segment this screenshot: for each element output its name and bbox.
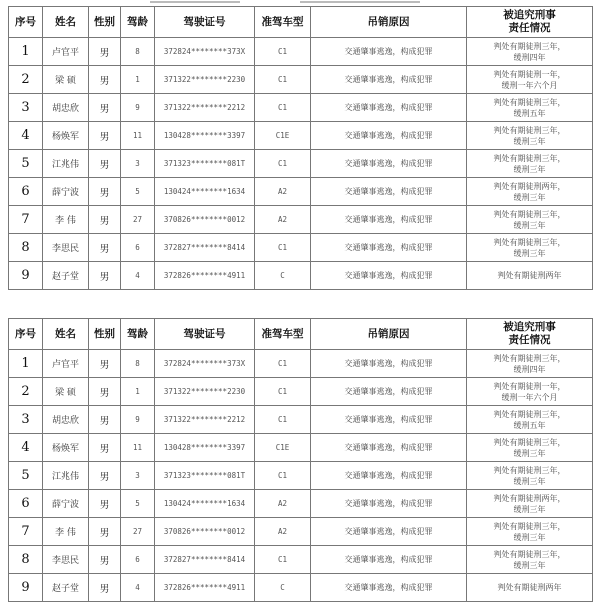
revocation-table <box>8 6 593 290</box>
header-name: 姓名 <box>43 319 89 350</box>
cell-gender: 男 <box>89 490 121 518</box>
cell-gender: 男 <box>89 462 121 490</box>
cell-license-no: 371322********2212 <box>155 94 255 122</box>
penalty-line: 缓刑三年 <box>513 192 546 202</box>
cell-index: 9 <box>9 262 43 290</box>
penalty-line: 缓刑三年 <box>513 136 546 146</box>
cell-vehicle-class: C1 <box>255 378 311 406</box>
cell-gender: 男 <box>89 122 121 150</box>
table-row <box>9 178 593 206</box>
penalty-line: 判处有期徒刑三年， <box>493 353 566 363</box>
cell-license-no: 371322********2212 <box>155 406 255 434</box>
cell-index: 9 <box>9 574 43 602</box>
table-row <box>9 518 593 546</box>
header-penalty <box>467 7 593 38</box>
cell-vehicle-class: C1 <box>255 94 311 122</box>
cell-index: 6 <box>9 178 43 206</box>
cell-vehicle-class: C1 <box>255 546 311 574</box>
penalty-line: 判处有期徒刑三年， <box>493 437 566 447</box>
cell-driving-years: 3 <box>121 150 155 178</box>
cell-gender: 男 <box>89 406 121 434</box>
header-license-no: 驾驶证号 <box>155 319 255 350</box>
cell-reason: 交通肇事逃逸，构成犯罪 <box>311 518 467 546</box>
cell-index: 2 <box>9 378 43 406</box>
cell-penalty <box>467 206 593 234</box>
cell-vehicle-class: A2 <box>255 518 311 546</box>
cropped-text-fragment <box>300 1 420 3</box>
header-penalty <box>467 319 593 350</box>
penalty-line: 缓刑三年 <box>513 504 546 514</box>
cell-gender: 男 <box>89 378 121 406</box>
cell-name: 薛宁波 <box>43 490 89 518</box>
table-row <box>9 234 593 262</box>
cell-vehicle-class: C1 <box>255 150 311 178</box>
cell-reason: 交通肇事逃逸，构成犯罪 <box>311 490 467 518</box>
revocation-table <box>8 318 593 602</box>
cell-driving-years: 1 <box>121 66 155 94</box>
cell-driving-years: 27 <box>121 206 155 234</box>
table-row <box>9 574 593 602</box>
cell-license-no: 372824********373X <box>155 38 255 66</box>
cell-penalty <box>467 490 593 518</box>
header-vehicle-class: 准驾车型 <box>255 7 311 38</box>
penalty-line: 缓刑四年 <box>513 52 546 62</box>
cell-vehicle-class: C1 <box>255 462 311 490</box>
penalty-line: 判处有期徒刑三年， <box>493 209 566 219</box>
header-vehicle-class: 准驾车型 <box>255 319 311 350</box>
cell-license-no: 130424********1634 <box>155 178 255 206</box>
table-row <box>9 462 593 490</box>
cell-reason: 交通肇事逃逸，构成犯罪 <box>311 350 467 378</box>
cell-driving-years: 11 <box>121 122 155 150</box>
header-revocation-reason: 吊销原因 <box>311 319 467 350</box>
penalty-line: 判处有期徒刑三年， <box>493 153 566 163</box>
cell-index: 3 <box>9 406 43 434</box>
cell-driving-years: 8 <box>121 350 155 378</box>
cell-driving-years: 1 <box>121 378 155 406</box>
penalty-line: 判处有期徒刑两年 <box>497 583 562 592</box>
table-row <box>9 490 593 518</box>
cell-reason: 交通肇事逃逸，构成犯罪 <box>311 378 467 406</box>
penalty-line: 判处有期徒刑三年， <box>493 465 566 475</box>
cell-reason: 交通肇事逃逸，构成犯罪 <box>311 574 467 602</box>
table-row <box>9 434 593 462</box>
cell-gender: 男 <box>89 574 121 602</box>
cell-gender: 男 <box>89 66 121 94</box>
cell-driving-years: 3 <box>121 462 155 490</box>
cell-index: 5 <box>9 150 43 178</box>
penalty-line: 缓刑三年 <box>513 476 546 486</box>
penalty-line: 判处有期徒刑三年， <box>493 549 566 559</box>
record-table-upper <box>8 6 592 290</box>
table-row <box>9 206 593 234</box>
cell-name: 李思民 <box>43 234 89 262</box>
cell-penalty <box>467 546 593 574</box>
penalty-line: 缓刑一年六个月 <box>501 392 558 402</box>
cell-reason: 交通肇事逃逸，构成犯罪 <box>311 150 467 178</box>
penalty-line: 缓刑五年 <box>513 108 546 118</box>
cell-vehicle-class: A2 <box>255 490 311 518</box>
header-index: 序号 <box>9 7 43 38</box>
cell-penalty <box>467 434 593 462</box>
header-index: 序号 <box>9 319 43 350</box>
penalty-line: 判处有期徒刑三年， <box>493 41 566 51</box>
cell-index: 7 <box>9 518 43 546</box>
cell-penalty <box>467 94 593 122</box>
penalty-line: 判处有期徒刑两年， <box>493 181 566 191</box>
cell-gender: 男 <box>89 350 121 378</box>
cell-gender: 男 <box>89 150 121 178</box>
cell-gender: 男 <box>89 434 121 462</box>
cell-index: 7 <box>9 206 43 234</box>
cell-license-no: 130428********3397 <box>155 434 255 462</box>
cell-reason: 交通肇事逃逸，构成犯罪 <box>311 406 467 434</box>
cell-gender: 男 <box>89 262 121 290</box>
cell-name: 胡忠欣 <box>43 94 89 122</box>
cell-reason: 交通肇事逃逸，构成犯罪 <box>311 546 467 574</box>
header-license-no: 驾驶证号 <box>155 7 255 38</box>
cell-penalty <box>467 262 593 290</box>
cell-name: 李 伟 <box>43 206 89 234</box>
cell-name: 江兆伟 <box>43 462 89 490</box>
cell-driving-years: 9 <box>121 406 155 434</box>
cell-license-no: 130424********1634 <box>155 490 255 518</box>
cell-reason: 交通肇事逃逸，构成犯罪 <box>311 38 467 66</box>
cell-name: 梁 硕 <box>43 66 89 94</box>
cell-license-no: 372824********373X <box>155 350 255 378</box>
header-penalty-line1: 被追究刑事 <box>503 321 556 333</box>
cell-license-no: 372826********4911 <box>155 574 255 602</box>
table-row <box>9 94 593 122</box>
cell-name: 薛宁波 <box>43 178 89 206</box>
cell-license-no: 371322********2230 <box>155 66 255 94</box>
cell-license-no: 370826********0012 <box>155 206 255 234</box>
table-row <box>9 262 593 290</box>
cell-driving-years: 6 <box>121 234 155 262</box>
cell-penalty <box>467 518 593 546</box>
cell-penalty <box>467 406 593 434</box>
cell-penalty <box>467 122 593 150</box>
cropped-text-fragment <box>150 1 240 3</box>
header-gender: 性别 <box>89 319 121 350</box>
cell-name: 卢官平 <box>43 38 89 66</box>
cell-vehicle-class: A2 <box>255 178 311 206</box>
table-row <box>9 378 593 406</box>
header-row <box>9 7 593 38</box>
cell-vehicle-class: A2 <box>255 206 311 234</box>
cell-gender: 男 <box>89 206 121 234</box>
header-driving-years: 驾龄 <box>121 319 155 350</box>
cell-license-no: 371323********081T <box>155 462 255 490</box>
cell-index: 2 <box>9 66 43 94</box>
penalty-line: 判处有期徒刑三年， <box>493 125 566 135</box>
cell-vehicle-class: C1 <box>255 38 311 66</box>
cell-index: 5 <box>9 462 43 490</box>
cell-license-no: 130428********3397 <box>155 122 255 150</box>
cell-penalty <box>467 350 593 378</box>
cell-driving-years: 5 <box>121 178 155 206</box>
table-row <box>9 350 593 378</box>
cell-index: 8 <box>9 234 43 262</box>
cell-gender: 男 <box>89 234 121 262</box>
penalty-line: 缓刑三年 <box>513 532 546 542</box>
cell-vehicle-class: C <box>255 574 311 602</box>
penalty-line: 缓刑三年 <box>513 164 546 174</box>
penalty-line: 判处有期徒刑一年， <box>493 381 566 391</box>
cell-gender: 男 <box>89 38 121 66</box>
cell-index: 8 <box>9 546 43 574</box>
table-row <box>9 38 593 66</box>
cell-license-no: 372826********4911 <box>155 262 255 290</box>
cell-license-no: 372827********8414 <box>155 234 255 262</box>
cell-driving-years: 27 <box>121 518 155 546</box>
table-row <box>9 150 593 178</box>
cell-gender: 男 <box>89 94 121 122</box>
cell-index: 1 <box>9 38 43 66</box>
cell-driving-years: 9 <box>121 94 155 122</box>
penalty-line: 缓刑一年六个月 <box>501 80 558 90</box>
cell-driving-years: 11 <box>121 434 155 462</box>
cell-vehicle-class: C <box>255 262 311 290</box>
cell-vehicle-class: C1E <box>255 122 311 150</box>
cell-name: 杨焕军 <box>43 434 89 462</box>
cell-driving-years: 8 <box>121 38 155 66</box>
cell-reason: 交通肇事逃逸，构成犯罪 <box>311 178 467 206</box>
penalty-line: 判处有期徒刑两年， <box>493 493 566 503</box>
cell-name: 赵子堂 <box>43 574 89 602</box>
cell-reason: 交通肇事逃逸，构成犯罪 <box>311 122 467 150</box>
cell-driving-years: 6 <box>121 546 155 574</box>
cell-penalty <box>467 574 593 602</box>
cell-vehicle-class: C1E <box>255 434 311 462</box>
cell-name: 梁 硕 <box>43 378 89 406</box>
cell-reason: 交通肇事逃逸，构成犯罪 <box>311 262 467 290</box>
penalty-line: 判处有期徒刑三年， <box>493 409 566 419</box>
penalty-line: 判处有期徒刑三年， <box>493 97 566 107</box>
table-row <box>9 66 593 94</box>
cell-vehicle-class: C1 <box>255 350 311 378</box>
cell-penalty <box>467 38 593 66</box>
header-penalty-line2: 责任情况 <box>508 334 551 346</box>
cell-penalty <box>467 178 593 206</box>
table-row <box>9 406 593 434</box>
cell-index: 1 <box>9 350 43 378</box>
cell-reason: 交通肇事逃逸，构成犯罪 <box>311 462 467 490</box>
header-revocation-reason: 吊销原因 <box>311 7 467 38</box>
cell-driving-years: 5 <box>121 490 155 518</box>
cell-name: 卢官平 <box>43 350 89 378</box>
cell-driving-years: 4 <box>121 574 155 602</box>
cell-reason: 交通肇事逃逸，构成犯罪 <box>311 434 467 462</box>
cell-license-no: 370826********0012 <box>155 518 255 546</box>
cell-name: 李思民 <box>43 546 89 574</box>
cell-penalty <box>467 234 593 262</box>
cell-reason: 交通肇事逃逸，构成犯罪 <box>311 66 467 94</box>
table-row <box>9 546 593 574</box>
penalty-line: 判处有期徒刑三年， <box>493 521 566 531</box>
cell-index: 4 <box>9 434 43 462</box>
header-gender: 性别 <box>89 7 121 38</box>
cell-penalty <box>467 462 593 490</box>
cell-penalty <box>467 66 593 94</box>
record-table-lower <box>8 318 592 602</box>
cell-reason: 交通肇事逃逸，构成犯罪 <box>311 94 467 122</box>
header-row <box>9 319 593 350</box>
cell-gender: 男 <box>89 178 121 206</box>
penalty-line: 缓刑三年 <box>513 248 546 258</box>
cell-index: 4 <box>9 122 43 150</box>
penalty-line: 缓刑三年 <box>513 448 546 458</box>
cell-vehicle-class: C1 <box>255 234 311 262</box>
cell-vehicle-class: C1 <box>255 66 311 94</box>
cell-gender: 男 <box>89 546 121 574</box>
header-penalty-line2: 责任情况 <box>508 22 551 34</box>
cell-index: 3 <box>9 94 43 122</box>
cell-gender: 男 <box>89 518 121 546</box>
cell-name: 李 伟 <box>43 518 89 546</box>
cell-reason: 交通肇事逃逸，构成犯罪 <box>311 206 467 234</box>
penalty-line: 判处有期徒刑两年 <box>497 271 562 280</box>
cell-driving-years: 4 <box>121 262 155 290</box>
cell-name: 赵子堂 <box>43 262 89 290</box>
cell-penalty <box>467 378 593 406</box>
cell-name: 胡忠欣 <box>43 406 89 434</box>
penalty-line: 缓刑三年 <box>513 220 546 230</box>
cell-vehicle-class: C1 <box>255 406 311 434</box>
cell-index: 6 <box>9 490 43 518</box>
header-driving-years: 驾龄 <box>121 7 155 38</box>
penalty-line: 缓刑三年 <box>513 560 546 570</box>
header-name: 姓名 <box>43 7 89 38</box>
penalty-line: 判处有期徒刑三年， <box>493 237 566 247</box>
penalty-line: 判处有期徒刑一年， <box>493 69 566 79</box>
cell-license-no: 372827********8414 <box>155 546 255 574</box>
cell-penalty <box>467 150 593 178</box>
cell-reason: 交通肇事逃逸，构成犯罪 <box>311 234 467 262</box>
cell-name: 江兆伟 <box>43 150 89 178</box>
penalty-line: 缓刑四年 <box>513 364 546 374</box>
cell-license-no: 371322********2230 <box>155 378 255 406</box>
header-penalty-line1: 被追究刑事 <box>503 9 556 21</box>
cell-license-no: 371323********081T <box>155 150 255 178</box>
table-row <box>9 122 593 150</box>
cell-name: 杨焕军 <box>43 122 89 150</box>
penalty-line: 缓刑五年 <box>513 420 546 430</box>
